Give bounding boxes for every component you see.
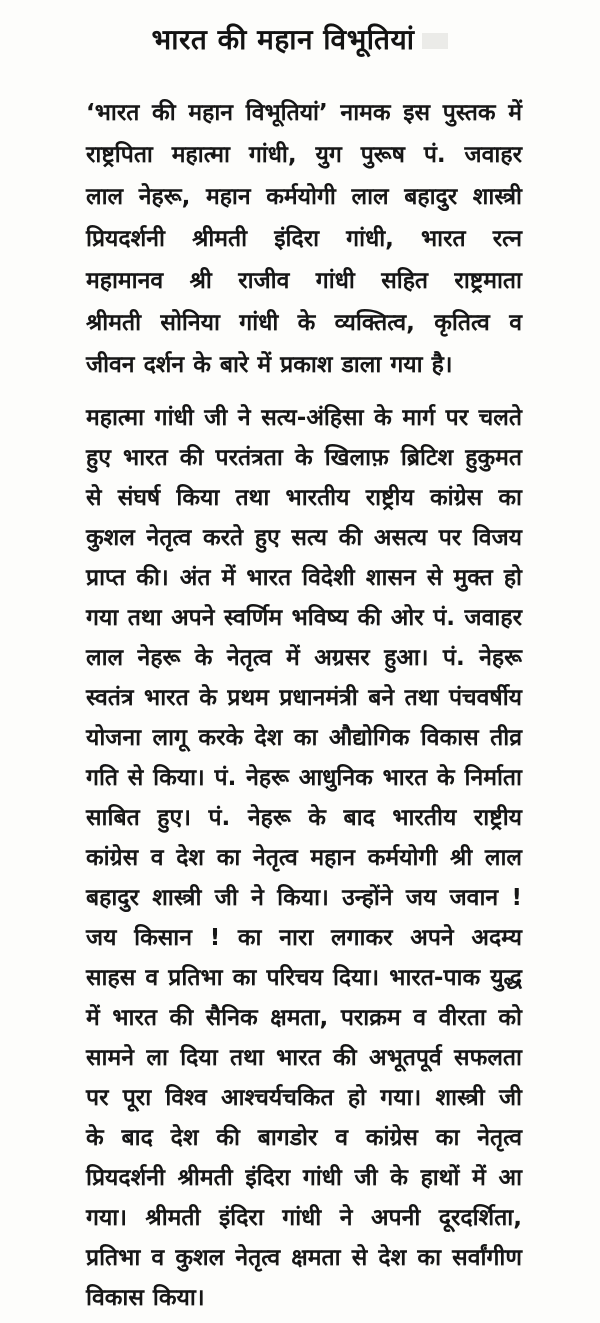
scan-artifact bbox=[422, 33, 448, 49]
text-line: स्वतंत्र भारत के प्रथम प्रधानमंत्री बने तथा पंचवर्षीय bbox=[86, 685, 522, 711]
text-line: कुशल नेतृत्व करते हुए सत्य की असत्य पर विजय bbox=[86, 525, 522, 551]
text-line: गया तथा अपने स्वर्णिम भविष्य की ओर पं. जवाहर bbox=[86, 605, 522, 631]
text-line: श्रीमती सोनिया गांधी के व्यक्तित्व, कृतित्व व bbox=[86, 310, 522, 336]
text-line: लाल नेहरू के नेतृत्व में अग्रसर हुआ। पं. नेहरू bbox=[86, 645, 522, 671]
text-line: के बाद देश की बागडोर व कांग्रेस का नेतृत्व bbox=[86, 1125, 522, 1151]
text-line: सामने ला दिया तथा भारत की अभूतपूर्व सफलता bbox=[86, 1045, 522, 1071]
text-line: साहस व प्रतिभा का परिचय दिया। भारत-पाक युद्ध bbox=[86, 965, 522, 991]
paragraph-body bbox=[86, 398, 522, 1318]
text-line: प्रतिभा व कुशल नेतृत्व क्षमता से देश का सर्वांगीण bbox=[86, 1245, 522, 1271]
text-line: महात्मा गांधी जी ने सत्य-अंहिसा के मार्ग पर चलते bbox=[86, 405, 522, 431]
text-line: बहादुर शास्त्री जी ने किया। उन्होंने जय जवान ! bbox=[86, 885, 522, 911]
text-line: में भारत की सैनिक क्षमता, पराक्रम व वीरता को bbox=[86, 1005, 522, 1031]
text-line: विकास किया। bbox=[86, 1285, 205, 1311]
text-line: जय किसान ! का नारा लगाकर अपने अदम्य bbox=[86, 925, 522, 951]
text-line: महामानव श्री राजीव गांधी सहित राष्ट्रमाता bbox=[86, 268, 522, 294]
text-line: पर पूरा विश्व आश्चर्यचकित हो गया। शास्त्री जी bbox=[86, 1085, 522, 1111]
text-line: प्रियदर्शनी श्रीमती इंदिरा गांधी, भारत रत्न bbox=[86, 226, 522, 252]
paragraph-intro bbox=[86, 92, 522, 386]
text-line: कांग्रेस व देश का नेतृत्व महान कर्मयोगी श्री लाल bbox=[86, 845, 522, 871]
text-line: से संघर्ष किया तथा भारतीय राष्ट्रीय कांग्रेस का bbox=[86, 485, 522, 511]
title-row bbox=[0, 20, 600, 58]
page-title: भारत की महान विभूतियां bbox=[151, 23, 415, 56]
text-line: गति से किया। पं. नेहरू आधुनिक भारत के निर्माता bbox=[86, 765, 522, 791]
text-line: जीवन दर्शन के बारे में प्रकाश डाला गया है। bbox=[86, 352, 453, 378]
text-line: प्रियदर्शनी श्रीमती इंदिरा गांधी जी के हाथों में आ bbox=[86, 1165, 522, 1191]
text-line: प्राप्त की। अंत में भारत विदेशी शासन से मुक्त हो bbox=[86, 565, 522, 591]
text-line: साबित हुए। पं. नेहरू के बाद भारतीय राष्ट्रीय bbox=[86, 805, 522, 831]
text-line: हुए भारत की परतंत्रता के खिलाफ़ ब्रिटिश हुकुमत bbox=[86, 445, 522, 471]
text-line: राष्ट्रपिता महात्मा गांधी, युग पुरूष पं. जवाहर bbox=[86, 142, 522, 168]
text-line: गया। श्रीमती इंदिरा गांधी ने अपनी दूरदर्शिता, bbox=[86, 1205, 522, 1231]
text-line: लाल नेहरू, महान कर्मयोगी लाल बहादुर शास्त्री bbox=[86, 184, 522, 210]
text-line: ‘भारत की महान विभूतियां’ नामक इस पुस्तक में bbox=[86, 100, 522, 126]
text-line: योजना लागू करके देश का औद्योगिक विकास तीव्र bbox=[86, 725, 522, 751]
